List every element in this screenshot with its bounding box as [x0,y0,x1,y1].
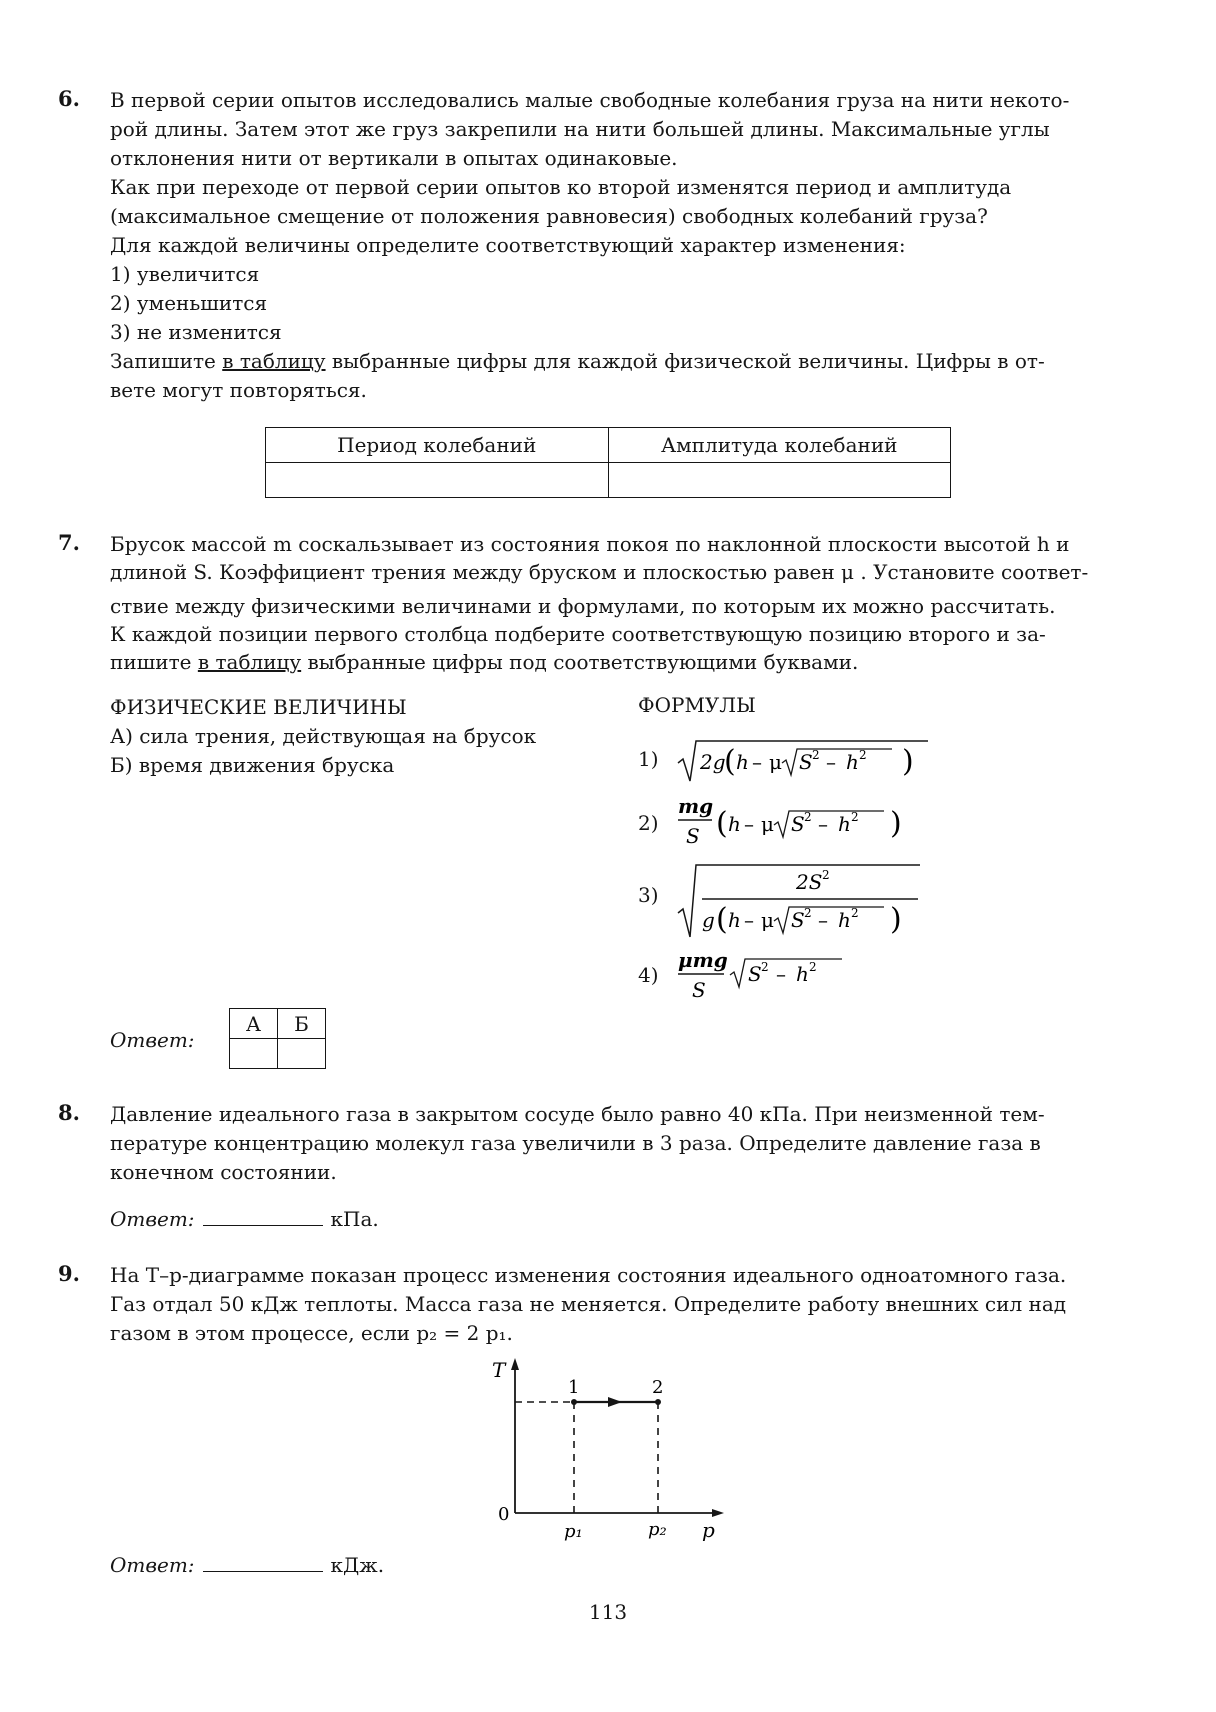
svg-text:2: 2 [812,748,820,762]
text-line: конечном состоянии. [110,1160,337,1184]
svg-text:S: S [791,908,805,932]
table-header-period: Период колебаний [266,428,609,463]
origin-label: 0 [498,1504,510,1525]
point-label-1: 1 [568,1377,580,1398]
svg-text:): ) [890,806,902,841]
y-axis-arrow-icon [511,1358,519,1370]
page-number: 113 [588,1600,628,1624]
option-line: 1) увеличится [110,262,260,286]
quantities-column [110,693,610,780]
task-8-text [110,1100,1216,1187]
table-reference: в таблицу [222,349,326,373]
text-line: На T–p-диаграмме показан процесс изменения состояния идеального одноатомного газа. [110,1263,1067,1287]
task-number: 8. [58,1100,80,1125]
svg-text:2S: 2S [796,870,823,894]
answer-unit: кПа. [330,1207,379,1231]
svg-text:(: ( [716,806,728,841]
answer-cell-b[interactable] [278,1039,326,1069]
formula-4-expression [676,947,936,1003]
formula-1-expression [676,737,936,785]
svg-text:2: 2 [761,960,769,974]
formula-4: 4) μmg S S 2 – h 2 [638,947,938,1003]
svg-text:μ: μ [761,812,774,836]
task-6-answer-table [265,427,951,498]
tick-label-p2: p₂ [648,1519,667,1540]
task-number: 7. [58,530,80,555]
svg-text:2: 2 [804,906,812,920]
text-line: рой длины. Затем этот же груз закрепили на нити большей длины. Максимальные углы [110,117,1050,141]
text-line: Давление идеального газа в закрытом сосуде было равно 40 кПа. При неизменной тем- [110,1102,1045,1126]
text-line: отклонения нити от вертикали в опытах одинаковые. [110,146,678,170]
svg-text:h: h [728,908,741,932]
svg-text:S: S [799,750,813,774]
svg-text:(: ( [724,744,736,779]
text-line: пишите в таблицу выбранные цифры под соответствующими буквами. [110,650,859,674]
text-line: К каждой позиции первого столбца подберите соответствующую позицию второго и за- [110,622,1046,646]
svg-text:2: 2 [809,960,817,974]
text-line: пературе концентрацию молекул газа увеличили в 3 раза. Определите давление газа в [110,1131,1041,1155]
tick-label-p1: p₁ [564,1521,583,1542]
svg-text:S: S [791,812,805,836]
task-7-answer-table [229,1008,326,1069]
formula-1: 1) 2g ( h – μ S 2 – h 2 ) [638,737,938,785]
svg-text:2g: 2g [700,750,726,774]
instruction-line: вете могут повторяться. [110,378,367,402]
tp-diagram [480,1355,750,1555]
text-line: газом в этом процессе, если p₂ = 2 p₁. [110,1321,513,1345]
svg-text:–: – [818,812,828,836]
quantities-header: ФИЗИЧЕСКИЕ ВЕЛИЧИНЫ [110,695,407,719]
text-line: (максимальное смещение от положения равновесия) свободных колебаний груза? [110,204,988,228]
formulas-column [638,693,938,1003]
svg-text:–: – [826,750,836,774]
svg-text:h: h [838,812,851,836]
table-header-amplitude: Амплитуда колебаний [608,428,951,463]
svg-text:μmg: μmg [678,948,728,972]
quantity-item-a: А) сила трения, действующая на брусок [110,724,537,748]
svg-text:h: h [838,908,851,932]
x-axis-arrow-icon [712,1509,724,1517]
svg-text:2: 2 [859,748,867,762]
formulas-header: ФОРМУЛЫ [638,693,756,717]
svg-text:–: – [752,750,762,774]
point-label-2: 2 [652,1377,664,1398]
quantity-item-b: Б) время движения бруска [110,753,395,777]
option-line: 2) уменьшится [110,291,268,315]
svg-text:2: 2 [804,810,812,824]
svg-text:S: S [686,824,700,848]
svg-text:–: – [744,908,754,932]
svg-text:h: h [796,962,809,986]
text-line: длиной S. Коэффициент трения между бруском и плоскостью равен μ . Установите соответ- [110,560,1089,584]
table-reference: в таблицу [197,650,302,674]
answer-blank[interactable] [203,1551,323,1572]
answer-cell-period[interactable] [266,463,609,498]
formula-2-expression [676,793,936,853]
svg-text:2: 2 [851,906,859,920]
answer-unit: кДж. [330,1553,385,1577]
state-point-2 [655,1399,661,1405]
svg-text:h: h [846,750,859,774]
svg-text:h: h [736,750,749,774]
svg-text:–: – [818,908,828,932]
answer-label: Ответ: [110,1553,195,1577]
text-line: Как при переходе от первой серии опытов ко второй изменятся период и амплитуда [110,175,1012,199]
option-line: 3) не изменится [110,320,282,344]
task-9-text [110,1261,1216,1348]
svg-text:): ) [902,744,914,779]
answer-cell-a[interactable] [230,1039,278,1069]
formula-3-expression [676,861,936,941]
task-7-text [110,530,1216,676]
svg-text:–: – [776,962,786,986]
answer-header-a: А [230,1009,278,1039]
svg-text:h: h [728,812,741,836]
svg-text:–: – [744,812,754,836]
formula-2: 2) mg S ( h – μ S 2 – h 2 ) [638,793,938,853]
answer-label: Ответ: [110,1207,195,1231]
task-6-text [110,86,1216,405]
formula-3: 3) 2S 2 g ( h – μ S 2 – h 2 ) [638,861,938,941]
svg-text:S: S [748,962,762,986]
task-8-answer-line [110,1205,379,1231]
task-number: 9. [58,1261,80,1286]
y-axis-label: T [492,1358,506,1382]
instruction-line: Запишите в таблицу выбранные цифры для каждой физической величины. Цифры в от- [110,349,1045,373]
answer-header-b: Б [278,1009,326,1039]
task-number: 6. [58,86,80,111]
task-9-answer-line [110,1551,384,1577]
task-7-answer-label: Ответ: [110,1028,195,1052]
text-line: Брусок массой m соскальзывает из состояния покоя по наклонной плоскости высотой h и [110,532,1070,556]
svg-text:mg: mg [678,794,714,818]
answer-blank[interactable] [203,1205,323,1226]
text-line: В первой серии опытов исследовались малые свободные колебания груза на нити некото- [110,88,1070,112]
process-arrow-icon [608,1397,622,1407]
x-axis-label: p [702,1518,715,1542]
svg-text:μ: μ [761,908,774,932]
svg-text:S: S [692,978,706,1002]
svg-text:): ) [890,902,902,937]
svg-text:μ: μ [769,750,782,774]
answer-cell-amplitude[interactable] [608,463,951,498]
svg-text:(: ( [716,902,728,937]
svg-text:g: g [702,908,715,932]
text-line: Газ отдал 50 кДж теплоты. Масса газа не меняется. Определите работу внешних сил над [110,1292,1067,1316]
text-line: Для каждой величины определите соответствующий характер изменения: [110,233,906,257]
svg-text:2: 2 [851,810,859,824]
state-point-1 [571,1399,577,1405]
svg-text:2: 2 [822,868,830,882]
text-line: ствие между физическими величинами и формулами, по которым их можно рассчитать. [110,594,1056,618]
